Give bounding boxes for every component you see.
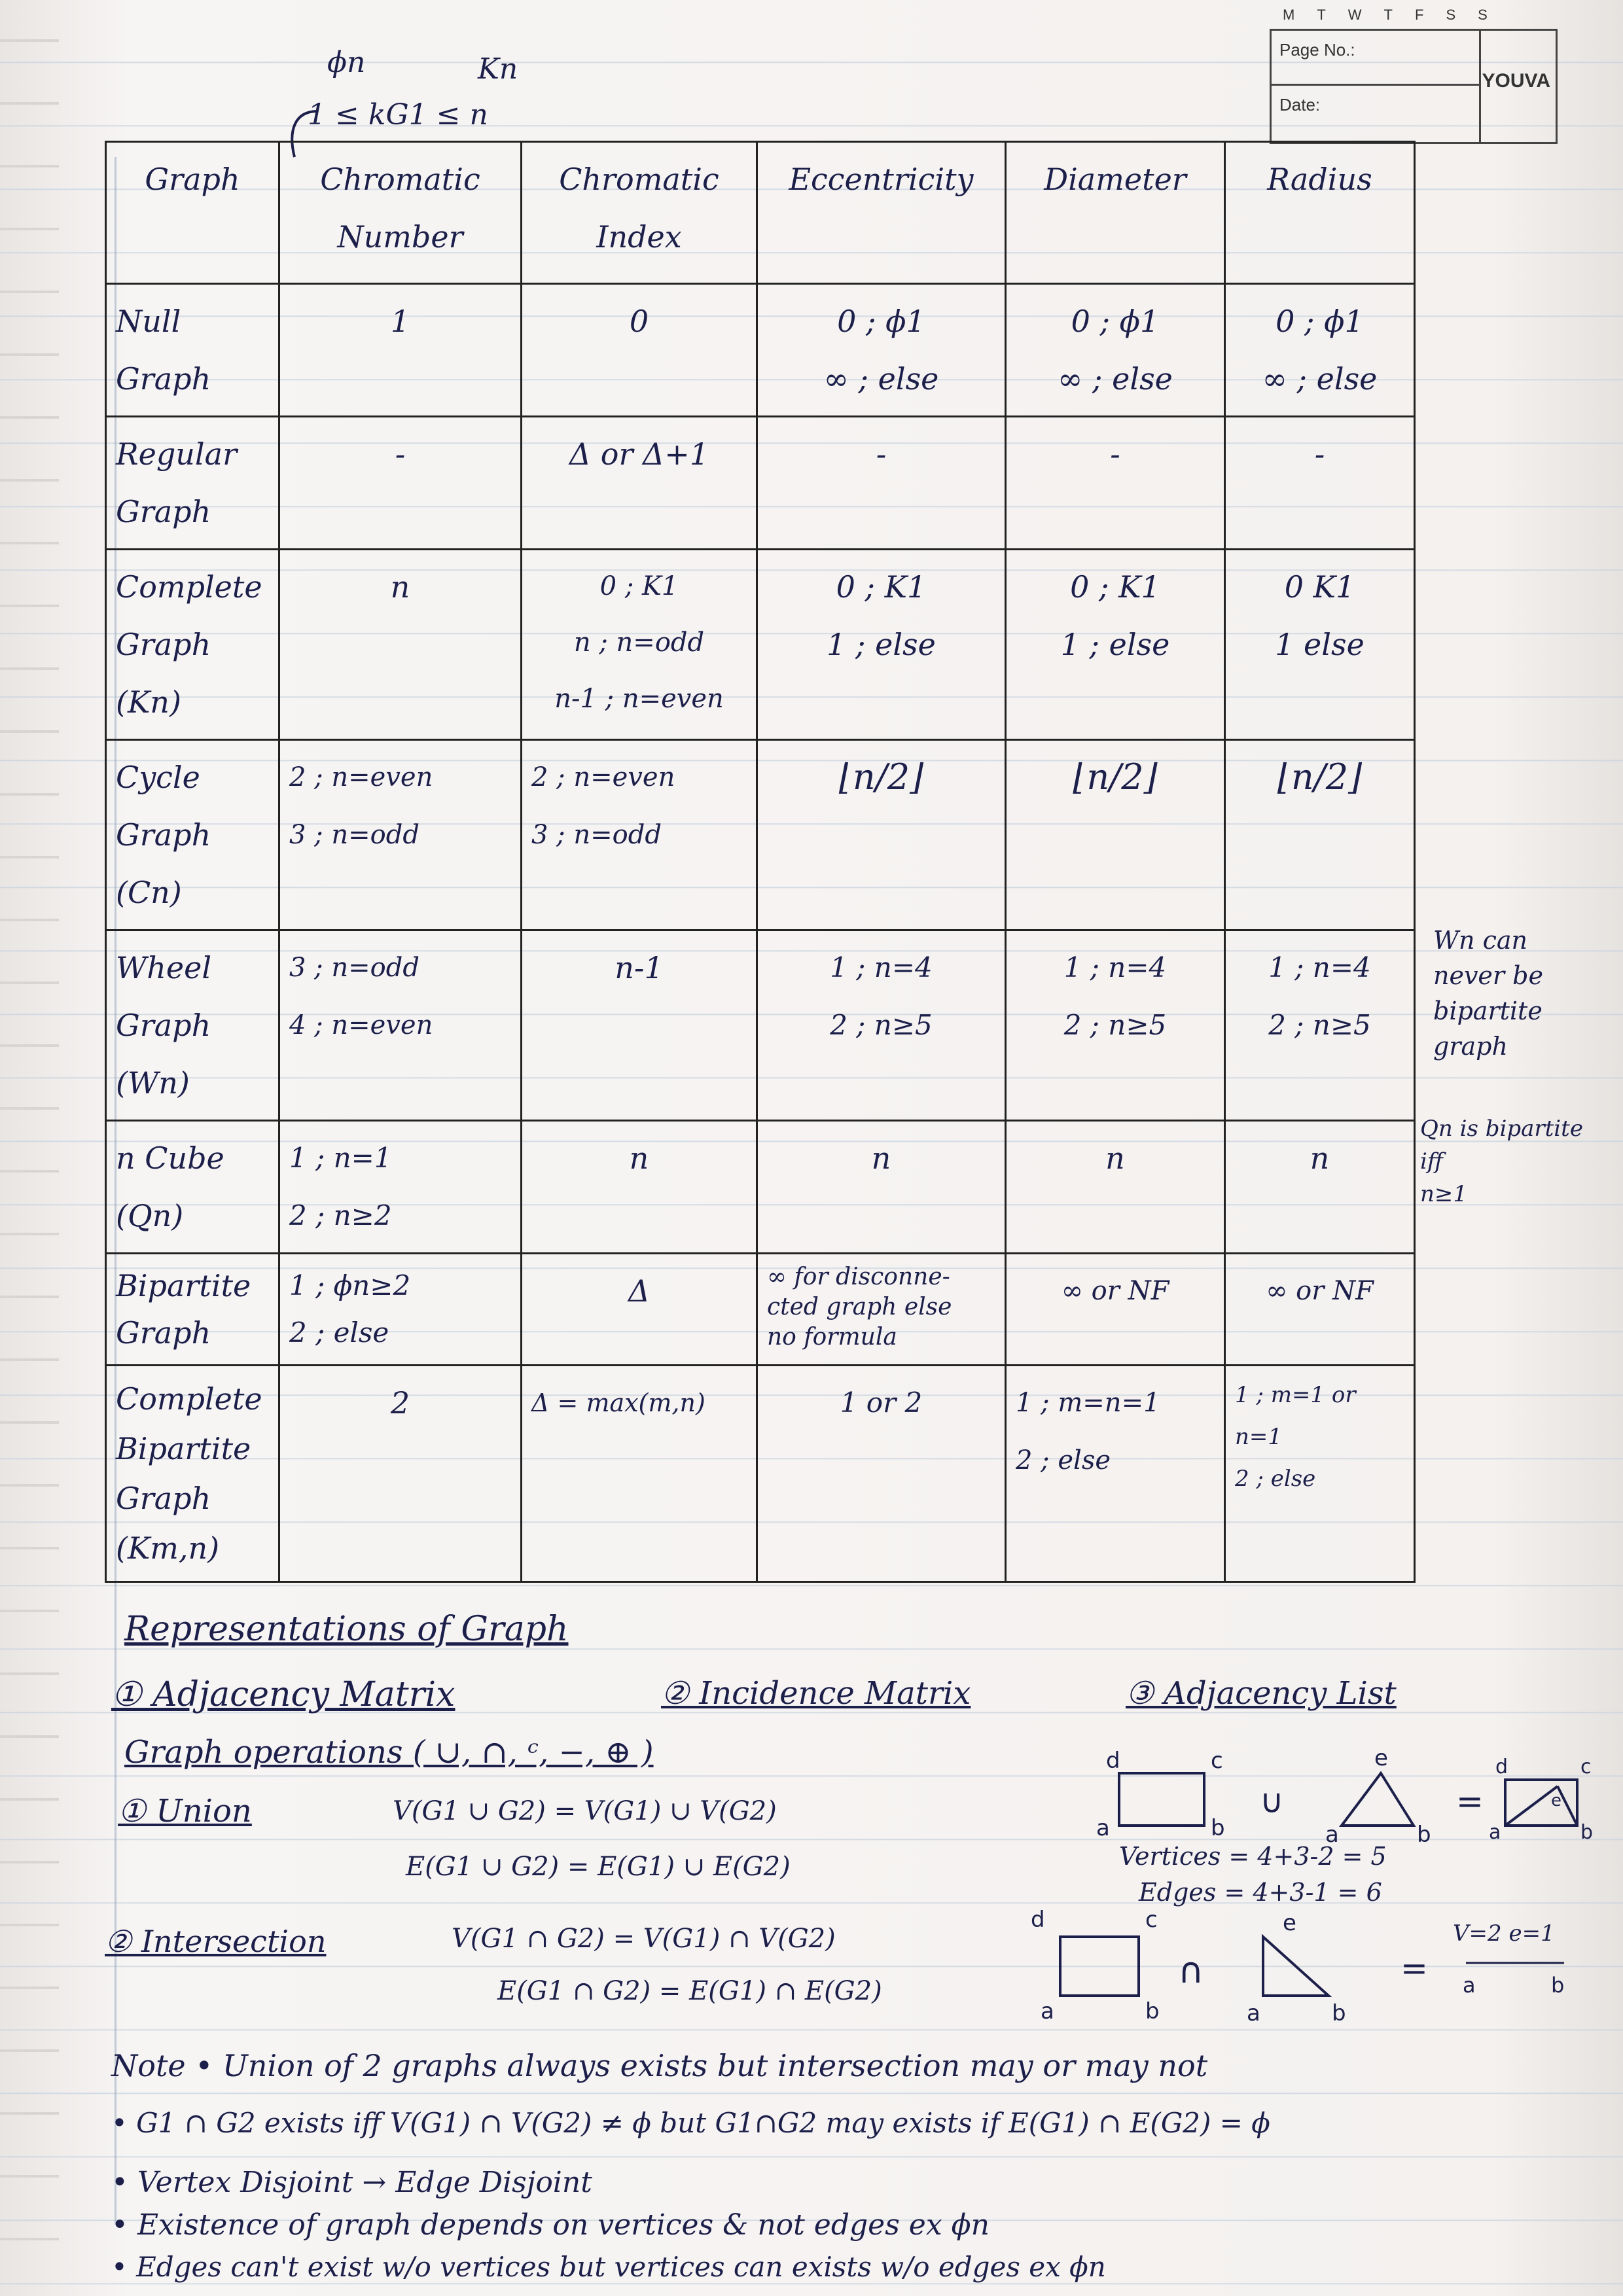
cell: 0 ; ϕ1 ∞ ; else xyxy=(1006,284,1225,417)
note-kn: Kn xyxy=(478,52,518,86)
col-header: Eccentricity xyxy=(757,142,1006,284)
cell: n xyxy=(522,1121,757,1254)
cell: 1 ; ϕn≥2 2 ; else xyxy=(279,1254,522,1366)
cell: 1 ; n=4 2 ; n≥5 xyxy=(1006,930,1225,1121)
cell: 0 ; ϕ1 ∞ ; else xyxy=(757,284,1006,417)
cell: - xyxy=(757,417,1006,550)
cell-graph: Complete Graph (Kn) xyxy=(106,550,279,740)
vertex-label: e xyxy=(1551,1791,1561,1810)
graph-properties-table xyxy=(105,141,1416,1583)
note-range: 1 ≤ kG1 ≤ n xyxy=(308,98,488,132)
cell: 1 ; m=1 or n=1 2 ; else xyxy=(1225,1366,1415,1582)
cell: ∞ or NF xyxy=(1225,1254,1415,1366)
col-header: Radius xyxy=(1225,142,1415,284)
cell: 1 ; m=n=1 2 ; else xyxy=(1006,1366,1225,1582)
vertex-label: a xyxy=(1247,2000,1260,2026)
cell: 2 ; n=even 3 ; n=odd xyxy=(279,740,522,930)
intersection-vertices: V(G1 ∩ G2) = V(G1) ∩ V(G2) xyxy=(452,1924,836,1954)
table-row xyxy=(106,930,1415,1121)
table-row xyxy=(106,740,1415,930)
cell: 2 ; n=even 3 ; n=odd xyxy=(522,740,757,930)
vertex-label: b xyxy=(1211,1815,1225,1841)
cell: 1 ; n=4 2 ; n≥5 xyxy=(1225,930,1415,1121)
spiral-binding xyxy=(0,0,59,2296)
cell: - xyxy=(1006,417,1225,550)
note-union: Note • Union of 2 graphs always exists but intersection may or may not xyxy=(111,2048,1208,2083)
cell: Δ or Δ+1 xyxy=(522,417,757,550)
edges-calculation: Edges = 4+3-1 = 6 xyxy=(1139,1878,1382,1907)
vertex-label: b xyxy=(1580,1821,1594,1844)
col-header: Chromatic Number xyxy=(279,142,522,284)
vertex-label: e xyxy=(1283,1910,1296,1936)
day: M xyxy=(1283,7,1295,23)
note-disjoint: • Vertex Disjoint → Edge Disjoint xyxy=(111,2166,592,2199)
rep-incidence-matrix: ② Incidence Matrix xyxy=(661,1675,971,1712)
note-edges: • Edges can't exist w/o vertices but vertices can exists w/o edges ex ϕn xyxy=(111,2251,1106,2283)
equals-symbol: = xyxy=(1456,1782,1484,1820)
union-label: ① Union xyxy=(118,1793,252,1829)
table-row xyxy=(106,417,1415,550)
cell: 1 ; n=4 2 ; n≥5 xyxy=(757,930,1006,1121)
day: W xyxy=(1347,7,1362,23)
union-symbol: ∪ xyxy=(1260,1782,1284,1820)
triangle-graph xyxy=(1263,1937,1329,1996)
vertex-label: e xyxy=(1374,1747,1388,1771)
page-info-box xyxy=(1270,29,1558,144)
cell: 1 ; n=1 2 ; n≥2 xyxy=(279,1121,522,1254)
day: T xyxy=(1383,7,1393,23)
cell: 1 xyxy=(279,284,522,417)
graph-operations: Graph operations ( ∪, ∩, ᶜ, −, ⊕ ) xyxy=(124,1734,654,1771)
vertex-label: b xyxy=(1145,1998,1160,2024)
cell: - xyxy=(279,417,522,550)
cell: ⌊n/2⌋ xyxy=(1006,740,1225,930)
col-header: Diameter xyxy=(1006,142,1225,284)
cell: 0 xyxy=(522,284,757,417)
date-label: Date: xyxy=(1272,86,1481,142)
cell: 0 ; K1 n ; n=odd n-1 ; n=even xyxy=(522,550,757,740)
union-diagram xyxy=(1093,1747,1603,1852)
cell: n xyxy=(279,550,522,740)
cell: n-1 xyxy=(522,930,757,1121)
intersection-result-graph xyxy=(1453,1956,1577,2002)
cell: ∞ for disconne- cted graph else no formula xyxy=(757,1254,1006,1366)
cell: 1 or 2 xyxy=(757,1366,1006,1582)
vertices-calculation: Vertices = 4+3-2 = 5 xyxy=(1119,1842,1387,1871)
cell: 3 ; n=odd 4 ; n=even xyxy=(279,930,522,1121)
cell-graph: n Cube (Qn) xyxy=(106,1121,279,1254)
cell: Δ xyxy=(522,1254,757,1366)
cell-graph: Complete Bipartite Graph (Km,n) xyxy=(106,1366,279,1582)
vertex-label: d xyxy=(1031,1907,1045,1933)
day: S xyxy=(1446,7,1456,23)
intersection-label: ② Intersection xyxy=(105,1924,327,1959)
vertex-label: a xyxy=(1489,1821,1501,1844)
table-row xyxy=(106,550,1415,740)
col-header: Chromatic Index xyxy=(522,142,757,284)
page-no-label: Page No.: xyxy=(1272,31,1481,86)
brand-logo: YOUVA xyxy=(1482,70,1550,92)
cell: 0 ; ϕ1 ∞ ; else xyxy=(1225,284,1415,417)
union-edges: E(G1 ∪ G2) = E(G1) ∪ E(G2) xyxy=(406,1852,791,1882)
day: S xyxy=(1478,7,1488,23)
table-header-row xyxy=(106,142,1415,284)
triangle-graph xyxy=(1342,1773,1414,1826)
vertex-label: b xyxy=(1332,2000,1346,2026)
intersection-symbol: ∩ xyxy=(1178,1950,1204,1991)
cell: 2 xyxy=(279,1366,522,1582)
col-header: Graph xyxy=(106,142,279,284)
vertex-label: c xyxy=(1211,1748,1223,1774)
cell: 0 ; K1 1 ; else xyxy=(1006,550,1225,740)
vertex-label: a xyxy=(1096,1815,1110,1841)
cell: - xyxy=(1225,417,1415,550)
cell: n xyxy=(757,1121,1006,1254)
cell: ⌊n/2⌋ xyxy=(1225,740,1415,930)
cell: ∞ or NF xyxy=(1006,1254,1225,1366)
vertex-label: b xyxy=(1551,1973,1565,1998)
note-intersection: • G1 ∩ G2 exists iff V(G1) ∩ V(G2) ≠ ϕ but G1∩G2 may exists if E(G1) ∩ E(G2) = ϕ xyxy=(111,2107,1270,2139)
cell: n xyxy=(1006,1121,1225,1254)
weekday-strip xyxy=(1283,7,1488,24)
cell-graph: Null Graph xyxy=(106,284,279,417)
intersection-result: V=2 e=1 xyxy=(1453,1920,1555,1947)
vertex-label: b xyxy=(1417,1822,1431,1848)
note-phi-n: ϕn xyxy=(327,46,366,79)
representations-title: Representations of Graph xyxy=(124,1610,569,1649)
table-row xyxy=(106,1121,1415,1254)
intersection-edges: E(G1 ∩ G2) = E(G1) ∩ E(G2) xyxy=(497,1976,882,2006)
vertex-label: d xyxy=(1495,1756,1508,1778)
note-existence: • Existence of graph depends on vertices & not edges ex ϕn xyxy=(111,2208,990,2242)
vertex-label: a xyxy=(1325,1822,1339,1848)
square-graph xyxy=(1119,1773,1204,1826)
vertex-label: a xyxy=(1041,1998,1054,2024)
intersection-diagram xyxy=(1021,1904,1440,2028)
cell: Δ = max(m,n) xyxy=(522,1366,757,1582)
cell: 0 K1 1 else xyxy=(1225,550,1415,740)
day: T xyxy=(1317,7,1326,23)
cell: n xyxy=(1225,1121,1415,1254)
day: F xyxy=(1415,7,1424,23)
side-note-cube: Qn is bipartite iff n≥1 xyxy=(1420,1116,1583,1207)
table-row xyxy=(106,1254,1415,1366)
rep-adjacency-list: ③ Adjacency List xyxy=(1126,1675,1397,1712)
vertex-label: c xyxy=(1580,1756,1592,1778)
table-row xyxy=(106,1366,1415,1582)
cell-graph: Cycle Graph (Cn) xyxy=(106,740,279,930)
rep-adjacency-matrix: ① Adjacency Matrix xyxy=(111,1675,455,1714)
vertex-label: d xyxy=(1106,1748,1120,1774)
cell: 0 ; K1 1 ; else xyxy=(757,550,1006,740)
cell-graph: Regular Graph xyxy=(106,417,279,550)
vertex-label: a xyxy=(1463,1973,1476,1998)
table-row xyxy=(106,284,1415,417)
square-graph xyxy=(1060,1937,1139,1996)
side-note-wheel: Wn can never be bipartite graph xyxy=(1433,926,1543,1061)
cell: ⌊n/2⌋ xyxy=(757,740,1006,930)
equals-symbol: = xyxy=(1400,1949,1428,1987)
cell-graph: Bipartite Graph xyxy=(106,1254,279,1366)
vertex-label: c xyxy=(1145,1907,1158,1933)
union-vertices: V(G1 ∪ G2) = V(G1) ∪ V(G2) xyxy=(393,1796,777,1826)
cell-graph: Wheel Graph (Wn) xyxy=(106,930,279,1121)
